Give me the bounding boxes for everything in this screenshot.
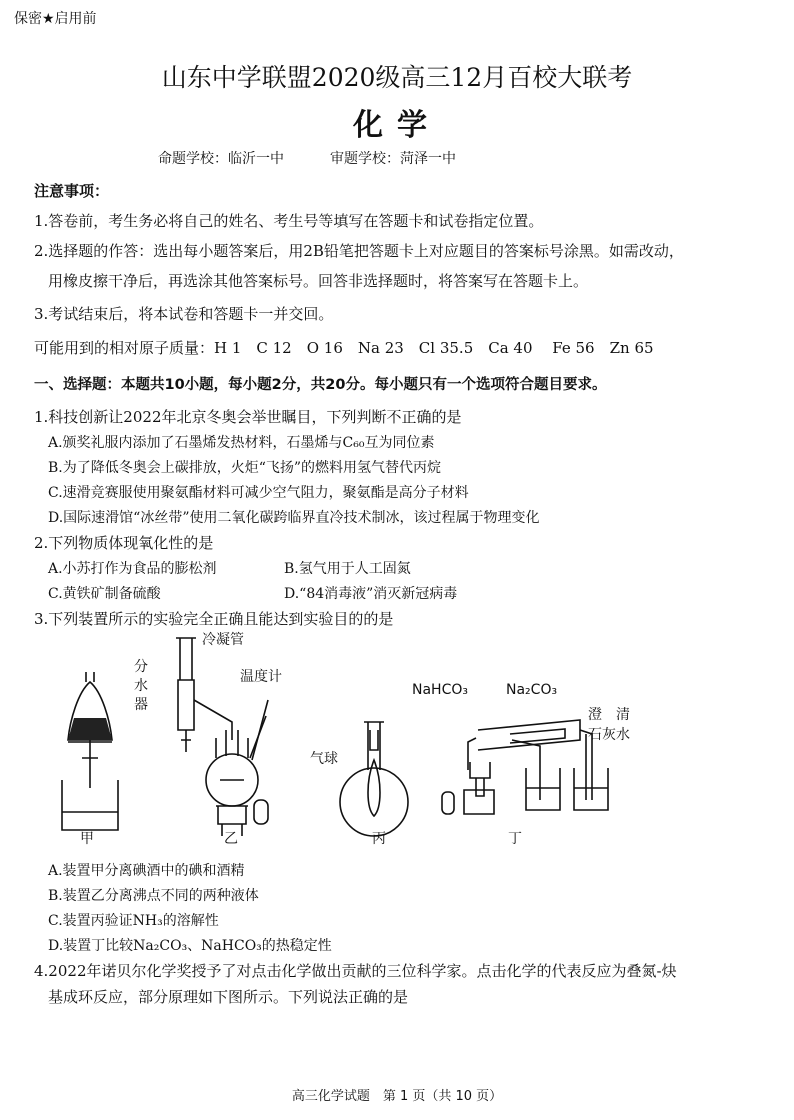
q3-option-d: D.装置丁比较Na₂CO₃、NaHCO₃的热稳定性 (48, 938, 332, 954)
label-bing: 丙 (372, 831, 386, 847)
q1-option-a: A.颁奖礼服内添加了石墨烯发热材料，石墨烯与C₆₀互为同位素 (48, 435, 435, 451)
note-2-cont: 用橡皮擦干净后，再选涂其他答案标号。回答非选择题时，将答案写在答题卡上。 (48, 272, 589, 290)
subject-title: 化学 (353, 108, 441, 143)
notes-heading: 注意事项： (34, 182, 110, 200)
q2-stem: 2.下列物质体现氧化性的是 (34, 534, 214, 552)
note-1: 1.答卷前，考生务必将自己的姓名、考生号等填写在答题卡和试卷指定位置。 (34, 212, 544, 230)
note-3: 3.考试结束后，将本试卷和答题卡一并交回。 (34, 305, 334, 323)
label-na2co3: Na₂CO₃ (506, 682, 558, 698)
school-info (158, 148, 456, 168)
q4-stem-line2: 基成环反应，部分原理如下图所示。下列说法正确的是 (48, 988, 409, 1006)
page-footer: 高三化学试题 第 1 页（共 10 页） (291, 1089, 503, 1104)
exam-title: 山东中学联盟2020级高三12月百校大联考 (161, 63, 633, 92)
q1-option-d: D.国际速滑馆“冰丝带”使用二氧化碳跨临界直冷技术制冰，该过程属于物理变化 (48, 510, 540, 526)
q1-option-b: B.为了降低冬奥会上碳排放，火炬“飞扬”的燃料用氢气替代丙烷 (48, 460, 442, 476)
separatory-funnel-apparatus (62, 672, 118, 830)
label-jia: 甲 (80, 831, 94, 847)
q3-stem: 3.下列装置所示的实验完全正确且能达到实验目的的是 (34, 610, 394, 628)
label-thermometer: 温度计 (240, 669, 282, 685)
label-condenser: 冷凝管 (202, 632, 244, 648)
label-ding: 丁 (508, 831, 522, 847)
q2-option-d: D.“84消毒液”消灭新冠病毒 (284, 586, 458, 602)
q3-option-a: A.装置甲分离碘酒中的碘和酒精 (48, 863, 245, 879)
label-separator-1: 分 (134, 659, 148, 675)
reviewer-school: 审题学校：菏泽一中 (330, 151, 456, 167)
thermal-stability-apparatus (464, 720, 608, 814)
flask-balloon-apparatus (340, 722, 454, 836)
note-2: 2.选择题的作答：选出每小题答案后，用2B铅笔把答题卡上对应题目的答案标号涂黑。如需改动， (34, 242, 684, 260)
label-separator-3: 器 (134, 697, 148, 713)
setter-school: 命题学校：临沂一中 (158, 151, 284, 167)
confidential-mark: 保密★启用前 (14, 11, 97, 27)
label-balloon: 气球 (310, 751, 338, 767)
label-yi: 乙 (224, 831, 238, 847)
q2-option-b: B.氢气用于人工固氮 (284, 561, 411, 577)
label-limewater-1: 澄 清 (588, 707, 630, 723)
label-limewater-2: 石灰水 (588, 727, 630, 743)
label-separator-2: 水 (134, 678, 148, 694)
atomic-masses: 可能用到的相对原子质量：H 1 C 12 O 16 Na 23 Cl 35.5 Ca 40 Fe 56 Zn 65 (34, 339, 654, 357)
q3-option-c: C.装置丙验证NH₃的溶解性 (48, 913, 219, 929)
q1-stem: 1.科技创新让2022年北京冬奥会举世瞩目，下列判断不正确的是 (34, 408, 462, 426)
label-nahco3: NaHCO₃ (412, 682, 468, 698)
q3-apparatus-figure (40, 630, 660, 850)
section-heading: 一、选择题：本题共10小题，每小题2分，共20分。每小题只有一个选项符合题目要求。 (34, 377, 607, 393)
q2-option-a: A.小苏打作为食品的膨松剂 (48, 561, 217, 577)
q2-option-c: C.黄铁矿制备硫酸 (48, 586, 161, 602)
q3-option-b: B.装置乙分离沸点不同的两种液体 (48, 888, 259, 904)
q1-option-c: C.速滑竞赛服使用聚氨酯材料可减少空气阻力，聚氨酯是高分子材料 (48, 485, 469, 501)
q4-stem-line1: 4.2022年诺贝尔化学奖授予了对点击化学做出贡献的三位科学家。点击化学的代表反应为叠氮-炔 (34, 962, 677, 980)
